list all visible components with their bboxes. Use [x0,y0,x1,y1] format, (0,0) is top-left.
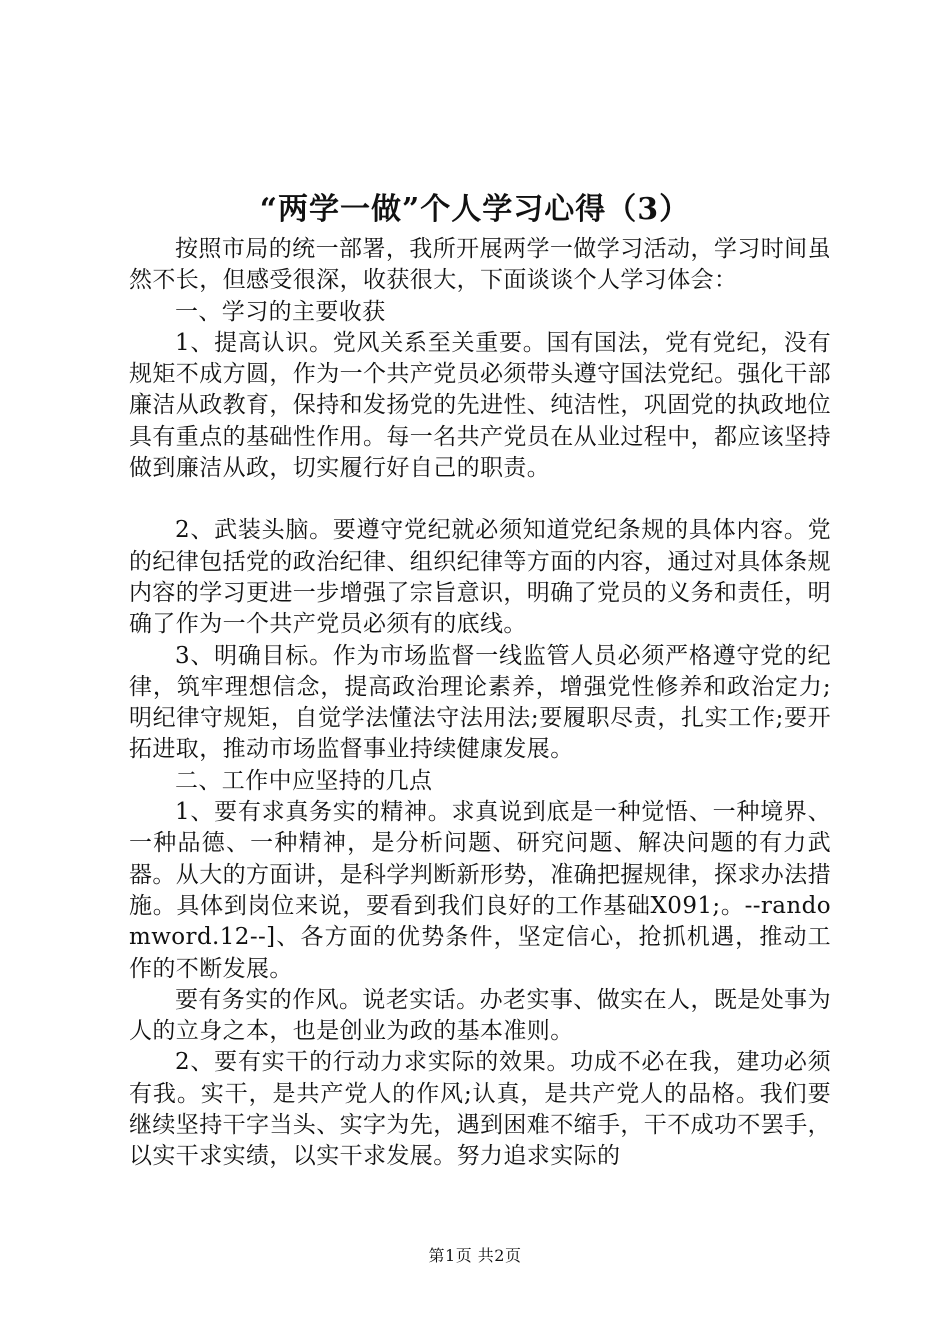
document-title: “两学一做”个人学习心得（3） [259,192,691,227]
page-footer: 第1页 共2页 [428,1246,522,1265]
section-heading-2: 二、工作中应坚持的几点 [175,767,433,794]
section-heading-1: 一、学习的主要收获 [175,298,386,325]
paragraph-work-style: 要有务实的作风。说老实话。办老实事、做实在人，既是处事为人的立身之本，也是创业为政的基本准则。 [129,986,831,1045]
paragraph-work-1: 1、要有求真务实的精神。求真说到底是一种觉悟、一种境界、一种品德、一种精神，是分析问题、研究问题、解决问题的有力武器。从大的方面讲，是科学判断新形势，准确把握规律，探求办法措施。具体到岗位来说，要看到我们良好的工作基础X091;。--randomword.12--]、各方面的优势条件，坚定信心，抢抓机遇，推动工作的不断发展。 [129,799,831,982]
document-body [129,234,831,1173]
paragraph-point-2: 2、武装头脑。要遵守党纪就必须知道党纪条规的具体内容。党的纪律包括党的政治纪律、组织纪律等方面的内容，通过对具体条规内容的学习更进一步增强了宗旨意识，明确了党员的义务和责任，明确了作为一个共产党员必须有的底线。 [129,517,831,638]
paragraph-point-1: 1、提高认识。党风关系至关重要。国有国法，党有党纪，没有规矩不成方圆，作为一个共产党员必须带头遵守国法党纪。强化干部廉洁从政教育，保持和发扬党的先进性、纯洁性，巩固党的执政地位具有重点的基础性作用。每一名共产党员在从业过程中，都应该坚持做到廉洁从政，切实履行好自己的职责。 [129,329,831,482]
paragraph-work-2: 2、要有实干的行动力求实际的效果。功成不必在我，建功必须有我。实干，是共产党人的作风;认真，是共产党人的品格。我们要继续坚持干字当头、实字为先，遇到困难不缩手，干不成功不罢手，以实干求实绩，以实干求发展。努力追求实际的 [129,1049,831,1170]
intro-paragraph: 按照市局的统一部署，我所开展两学一做学习活动，学习时间虽然不长，但感受很深，收获很大，下面谈谈个人学习体会： [129,236,831,294]
paragraph-point-3: 3、明确目标。作为市场监督一线监管人员必须严格遵守党的纪律，筑牢理想信念，提高政治理论素养，增强党性修养和政治定力;明纪律守规矩，自觉学法懂法守法用法;要履职尽责，扎实工作;要开拓进取，推动市场监督事业持续健康发展。 [129,642,831,763]
